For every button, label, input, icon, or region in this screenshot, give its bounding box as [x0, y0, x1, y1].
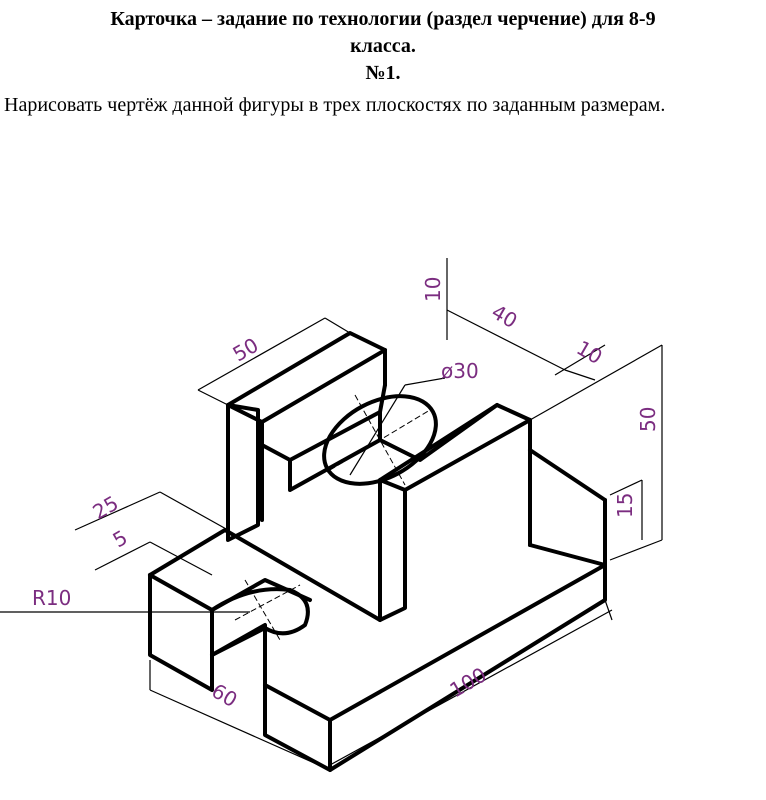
task-text: Нарисовать чертёж данной фигуры в трех плоскостях по заданным размерам. — [4, 94, 666, 116]
dim-50-top: 50 — [228, 332, 263, 367]
dim-10-right: 10 — [572, 335, 607, 370]
dim-10-top: 10 — [421, 276, 445, 302]
dim-25: 25 — [88, 490, 123, 525]
dim-5: 5 — [108, 525, 132, 553]
dim-50-right: 50 — [636, 406, 660, 432]
task-number: №1. — [365, 62, 401, 84]
dim-40: 40 — [487, 299, 522, 334]
dim-100: 100 — [445, 662, 491, 703]
dim-15: 15 — [613, 492, 637, 518]
title-line-2: класса. — [350, 35, 416, 57]
title-line-1: Карточка – задание по технологии (раздел черчение) для 8-9 — [110, 8, 656, 30]
dim-diameter: ø30 — [441, 359, 479, 383]
dim-r10: R10 — [32, 586, 72, 610]
dim-60: 60 — [207, 678, 242, 713]
